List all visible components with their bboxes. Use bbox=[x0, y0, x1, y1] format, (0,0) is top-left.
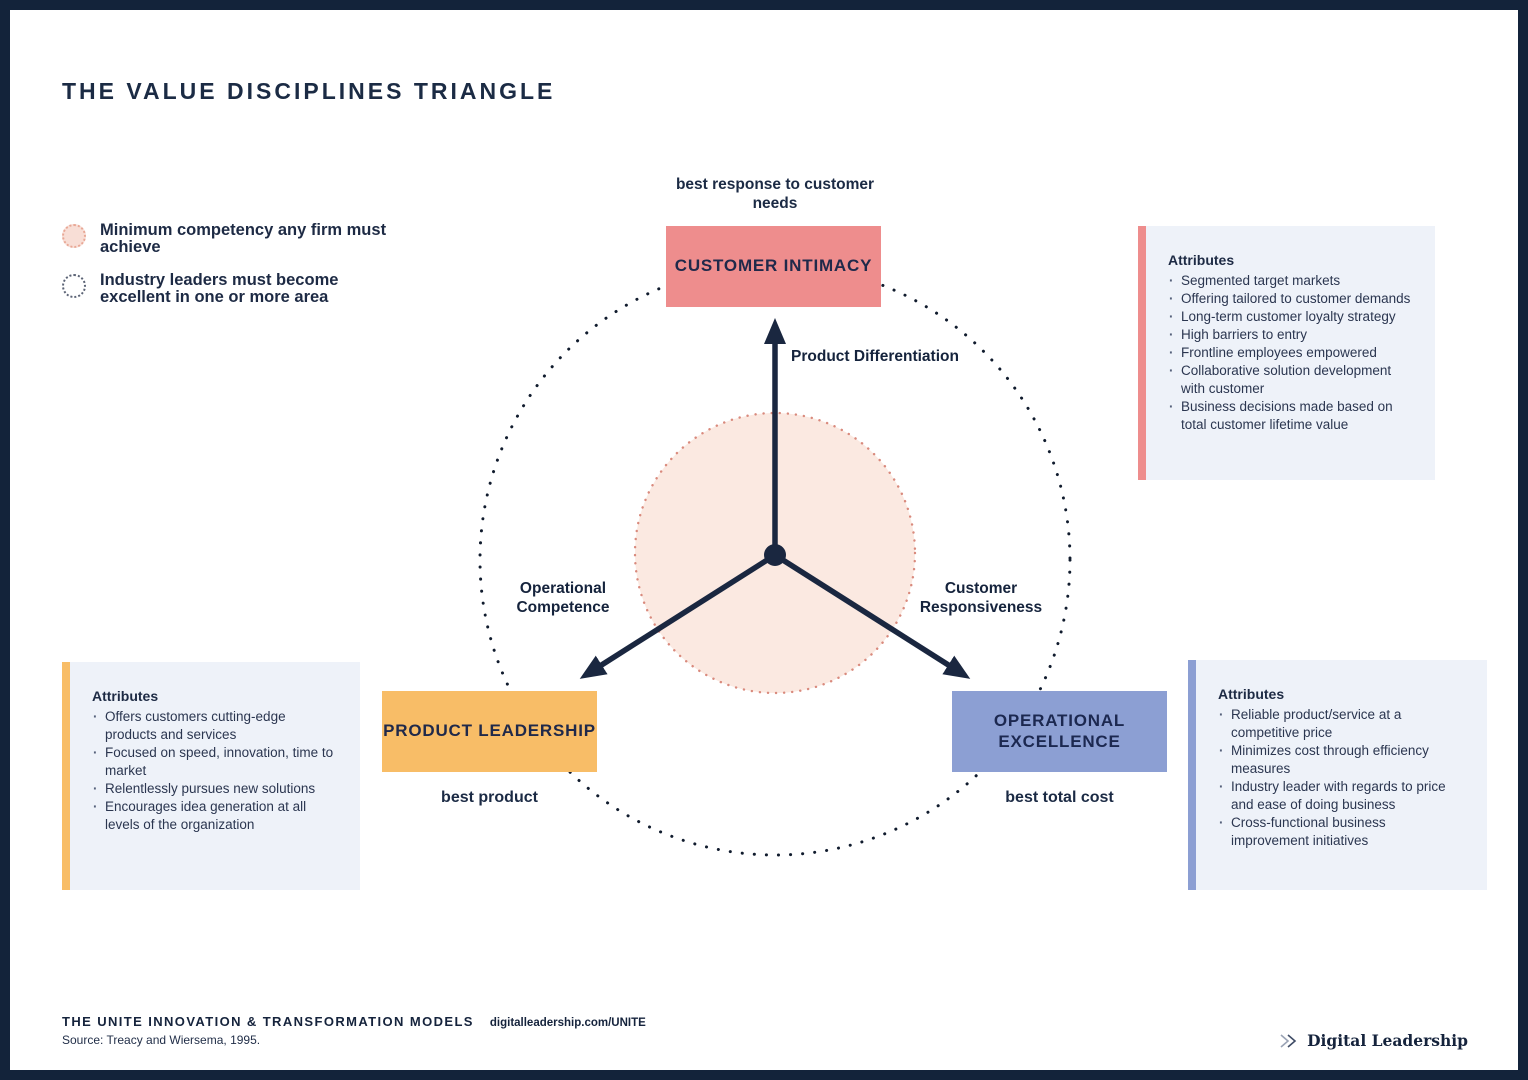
attribute-item: · Reliable product/service at a competitive price bbox=[1218, 706, 1467, 742]
legend-item-label: Industry leaders must become excellent in one or more area bbox=[100, 270, 339, 307]
attribute-item: · Collaborative solution development with customer bbox=[1168, 362, 1415, 398]
panel-title: Attributes bbox=[92, 688, 159, 704]
footer-url: digitalleadership.com/UNITE bbox=[489, 1017, 646, 1029]
customer-intimacy-box: CUSTOMER INTIMACY bbox=[666, 226, 881, 307]
footer-series-title: THE UNITE INNOVATION & TRANSFORMATION MODELS bbox=[62, 1014, 474, 1029]
product-leadership-box: PRODUCT LEADERSHIP bbox=[382, 691, 597, 772]
legend-item-label: Minimum competency any firm must achieve bbox=[100, 221, 387, 257]
customer-intimacy-caption: best response to customer needs bbox=[675, 176, 875, 212]
attribute-item: · Encourages idea generation at all levels of the organization bbox=[92, 798, 340, 834]
product-leadership-caption: best product bbox=[441, 789, 538, 806]
attribute-item: · Industry leader with regards to price and ease of doing business bbox=[1218, 778, 1467, 814]
axis-label-product-differentiation: Product Differentiation bbox=[791, 348, 959, 365]
panel-body bbox=[70, 662, 360, 890]
panel-body bbox=[1196, 660, 1487, 890]
axis-label-customer-responsiveness: Customer Responsiveness bbox=[919, 580, 1043, 616]
attributes-list bbox=[1218, 706, 1467, 850]
attribute-item: · High barriers to entry bbox=[1168, 326, 1415, 344]
operational-excellence-box: OPERATIONAL EXCELLENCE bbox=[952, 691, 1167, 772]
operational-excellence-attributes-panel bbox=[1188, 660, 1487, 890]
attribute-item: · Offers customers cutting-edge products and services bbox=[92, 708, 340, 744]
center-node bbox=[764, 544, 786, 566]
panel-title: Attributes bbox=[1168, 252, 1235, 268]
attribute-item: · Segmented target markets bbox=[1168, 272, 1415, 290]
attributes-list bbox=[1168, 272, 1415, 434]
page-title: THE VALUE DISCIPLINES TRIANGLE bbox=[62, 78, 556, 104]
panel-accent-bar bbox=[62, 662, 70, 890]
attribute-item: · Relentlessly pursues new solutions bbox=[92, 780, 340, 798]
operational-excellence-caption: best total cost bbox=[1005, 789, 1114, 806]
footer-source: Source: Treacy and Wiersema, 1995. bbox=[62, 1033, 261, 1047]
brand-name: Digital Leadership bbox=[1307, 1031, 1468, 1050]
attribute-item: · Frontline employees empowered bbox=[1168, 344, 1415, 362]
panel-accent-bar bbox=[1138, 226, 1146, 480]
panel-accent-bar bbox=[1188, 660, 1196, 890]
triangle-diagram bbox=[10, 10, 1528, 1080]
panel-body bbox=[1146, 226, 1435, 480]
product-leadership-attributes-panel bbox=[62, 662, 360, 890]
panel-title: Attributes bbox=[1218, 686, 1285, 702]
attributes-list bbox=[92, 708, 340, 834]
attribute-item: · Offering tailored to customer demands bbox=[1168, 290, 1415, 308]
attribute-item: · Focused on speed, innovation, time to market bbox=[92, 744, 340, 780]
customer-intimacy-attributes-panel bbox=[1138, 226, 1435, 480]
attribute-item: · Long-term customer loyalty strategy bbox=[1168, 308, 1415, 326]
attribute-item: · Business decisions made based on total customer lifetime value bbox=[1168, 398, 1415, 434]
attribute-item: · Cross-functional business improvement initiatives bbox=[1218, 814, 1467, 850]
attribute-item: · Minimizes cost through efficiency measures bbox=[1218, 742, 1467, 778]
axis-label-operational-competence: Operational Competence bbox=[516, 580, 610, 616]
